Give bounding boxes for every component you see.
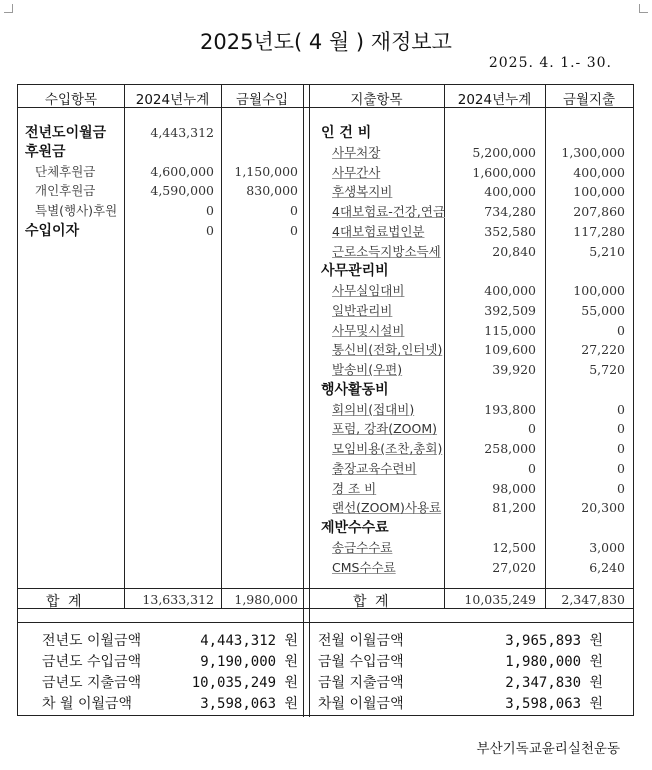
expense-month-amount: 207,860 [573,204,625,219]
expense-prev-amount: 0 [528,460,536,476]
expense-item: 근로소득지방소득세 [332,243,441,259]
income-month-amount: 0 [290,203,298,218]
summary-rule [18,622,633,623]
expense-total-label: 합 계 [353,594,391,610]
income-month-amount: 0 [290,223,298,238]
summary-value: 9,190,000 원 [200,654,298,670]
summary-label: 금월 수입금액 [318,654,404,670]
income-category: 후원금 [25,144,66,160]
organization-name: 부산기독교윤리실천운동 [476,741,620,757]
summary-value: 10,035,249 원 [191,675,298,691]
income-prev-amount: 4,600,000 [150,164,214,179]
expense-prev-amount: 193,800 [484,401,536,417]
expense-month-amount: 55,000 [581,302,625,318]
summary-value: 4,443,312 원 [200,633,298,649]
expense-item: 일반관리비 [332,302,393,318]
finance-table [17,84,634,716]
income-prev-amount: 4,590,000 [150,183,214,198]
expense-item: 사무간사 [332,164,381,180]
summary-label: 차 월 이월금액 [42,696,133,712]
expense-prev-amount: 98,000 [492,480,536,496]
expense-month-amount: 27,220 [581,342,625,358]
header-income-item: 수입항목 [44,92,98,108]
expense-item: 사무및시설비 [332,322,405,338]
expense-item: 후생복지비 [332,184,393,200]
summary-value: 3,598,063 원 [505,696,603,712]
income-item: 개인후원금 [35,183,96,198]
income-total-prev: 13,633,312 [142,592,214,607]
expense-prev-amount: 12,500 [492,539,536,555]
expense-prev-amount: 20,840 [492,243,536,259]
expense-item: 회의비(접대비) [332,401,415,417]
income-total-label: 합 계 [46,594,84,610]
income-month-amount: 1,150,000 [234,164,298,179]
expense-month-amount: 100,000 [573,184,625,200]
header-expense-prev: 2024년누계 [457,92,532,108]
expense-month-amount: 0 [617,401,625,417]
expense-item: 사무처장 [332,144,381,160]
summary-label: 차월 이월금액 [318,696,404,712]
expense-item: 4대보험료법인분 [332,223,425,239]
expense-item: 사무실임대비 [332,283,405,298]
expense-prev-amount: 400,000 [484,283,536,298]
header-expense-month: 금월지출 [562,92,616,108]
expense-prev-amount: 0 [528,421,536,437]
expense-category: 사무관리비 [321,263,389,280]
report-period: 2025. 4. 1.- 30. [488,55,612,71]
expense-month-amount: 3,000 [589,539,625,555]
expense-item: 경 조 비 [332,480,377,496]
summary-label: 전월 이월금액 [318,633,404,649]
summary-label: 전년도 이월금액 [42,633,142,649]
expense-item: 통신비(전화,인터넷) [332,342,443,358]
expense-prev-amount: 115,000 [484,322,536,338]
expense-prev-amount: 352,580 [484,223,536,239]
income-item: 특별(행사)후원 [35,203,118,218]
expense-prev-amount: 109,600 [484,342,536,358]
expense-month-amount: 100,000 [573,283,625,298]
summary-value: 2,347,830 원 [505,675,603,691]
expense-month-amount: 6,240 [589,559,625,575]
expense-prev-amount: 734,280 [484,204,536,219]
expense-month-amount: 20,300 [581,500,625,516]
income-prev-amount: 0 [206,223,214,238]
expense-item: 출장교육수련비 [332,460,417,476]
expense-month-amount: 1,300,000 [561,144,625,160]
income-month-amount: 830,000 [246,183,298,198]
expense-month-amount: 0 [617,322,625,338]
expense-month-amount: 0 [617,480,625,496]
expense-prev-amount: 400,000 [484,184,536,200]
expense-prev-amount: 392,509 [484,302,536,318]
expense-total-prev: 10,035,249 [464,592,536,607]
header-expense-item: 지출항목 [350,92,403,108]
expense-category: 행사활동비 [321,381,389,398]
total-rule [18,608,633,609]
expense-item: 랜선(ZOOM)사용료 [332,500,442,516]
expense-month-amount: 0 [617,460,625,476]
summary-label: 금년도 수입금액 [42,654,142,670]
expense-prev-amount: 1,600,000 [472,164,536,180]
income-total-month: 1,980,000 [234,592,298,607]
expense-month-amount: 0 [617,421,625,437]
income-category: 수입이자 [25,223,80,239]
expense-category: 제반수수료 [321,520,389,536]
header-income-prev: 2024년누계 [135,92,210,108]
expense-item: 포럼, 강좌(ZOOM) [332,421,438,437]
expense-item: 4대보험료-건강,연금 [332,204,446,219]
summary-label: 금년도 지출금액 [42,675,142,691]
expense-prev-amount: 5,200,000 [472,144,536,160]
income-category: 전년도이월금 [25,125,107,141]
page-corner-mark [639,4,648,13]
document-title: 2025년도( 4 월 ) 재정보고 [200,30,452,54]
expense-prev-amount: 258,000 [484,441,536,456]
expense-category: 인 건 비 [321,125,372,141]
expense-total-month: 2,347,830 [561,592,625,607]
summary-value: 3,965,893 원 [505,633,603,649]
income-prev-amount: 4,443,312 [150,125,214,140]
expense-month-amount: 117,280 [573,223,625,239]
income-prev-amount: 0 [206,203,214,218]
total-rule [18,588,633,589]
summary-value: 1,980,000 원 [505,654,603,670]
expense-item: 송금수수료 [332,539,393,555]
expense-month-amount: 0 [617,441,625,456]
expense-item: CMS수수료 [332,559,396,575]
summary-label: 금월 지출금액 [318,675,404,691]
expense-month-amount: 400,000 [573,164,625,180]
income-item: 단체후원금 [35,164,96,179]
expense-prev-amount: 81,200 [492,500,536,516]
expense-prev-amount: 27,020 [492,559,536,575]
header-income-month: 금월수입 [235,92,289,108]
expense-prev-amount: 39,920 [492,362,536,377]
expense-month-amount: 5,720 [589,362,625,377]
summary-value: 3,598,063 원 [200,696,298,712]
expense-item: 모임비용(조찬,총회) [332,441,443,456]
expense-month-amount: 5,210 [589,243,625,259]
page-corner-mark [4,4,13,13]
expense-item: 발송비(우편) [332,362,403,377]
